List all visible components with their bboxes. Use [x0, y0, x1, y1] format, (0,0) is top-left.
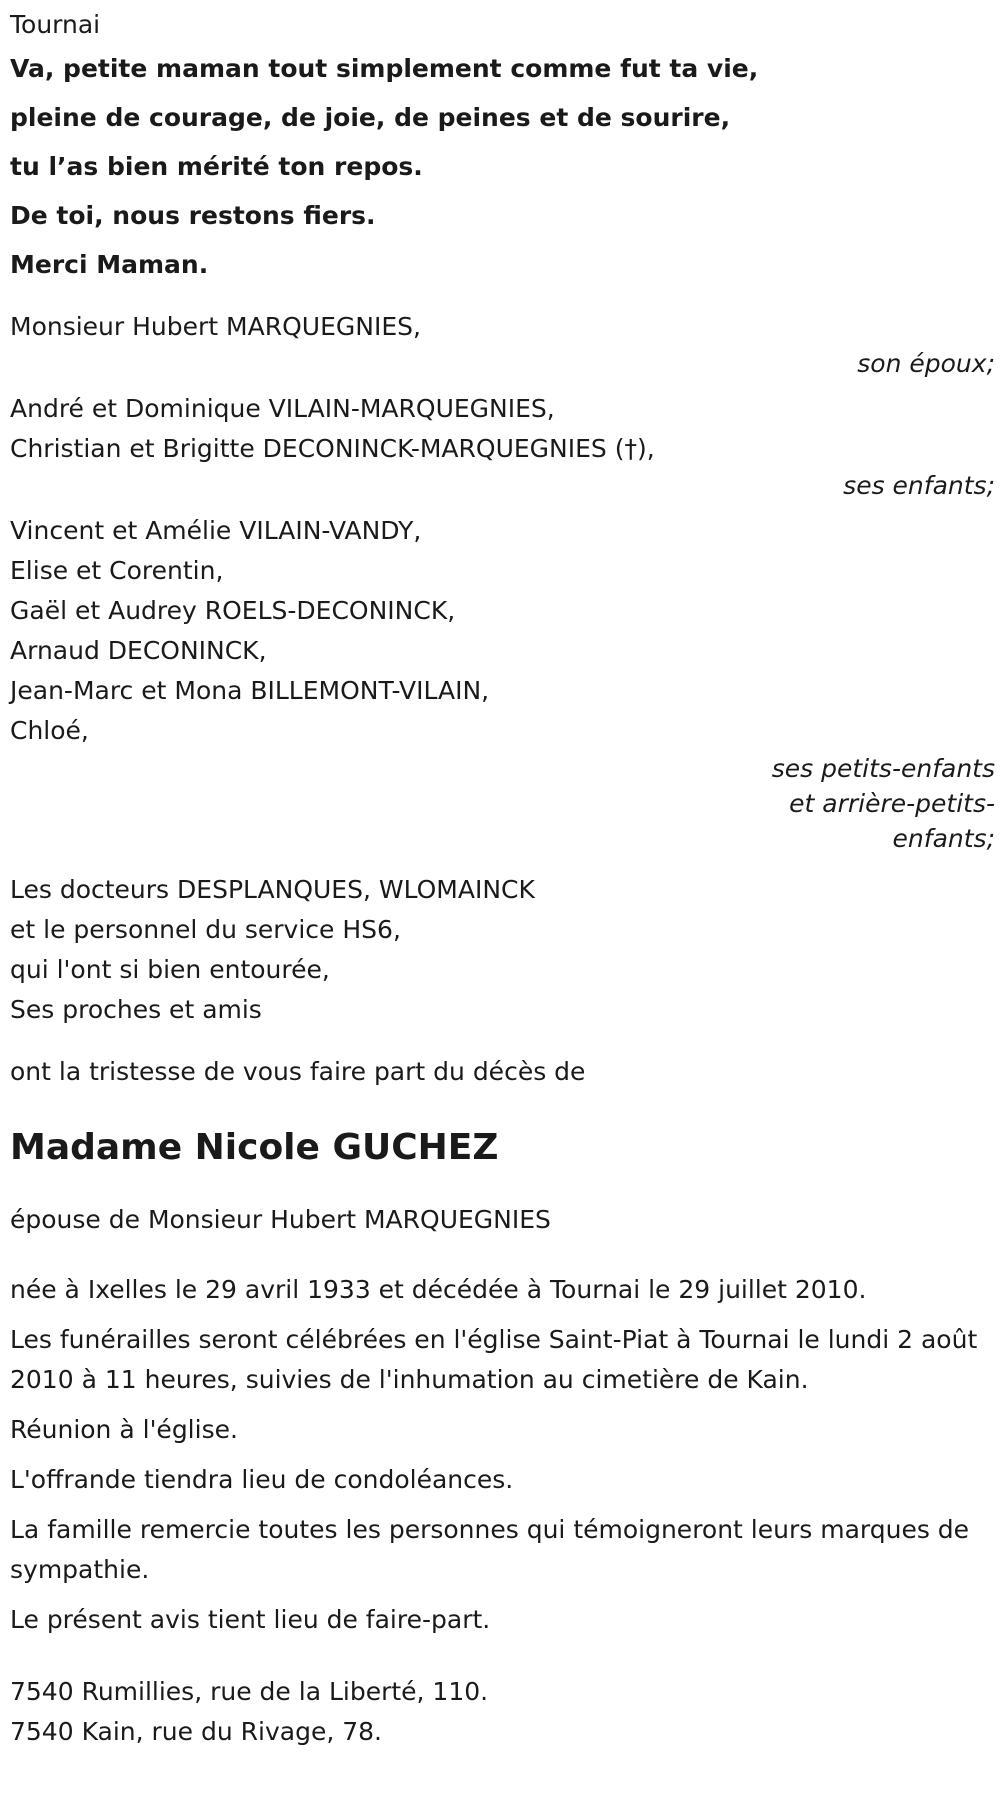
- poem-line: De toi, nous restons fiers.: [10, 201, 376, 230]
- detail-paragraph: Réunion à l'église.: [10, 1415, 238, 1444]
- detail-paragraph: L'offrande tiendra lieu de condoléances.: [10, 1465, 514, 1494]
- grandchild-line: Gaël et Audrey ROELS-DECONINCK,: [10, 596, 456, 625]
- grandchild-line: Vincent et Amélie VILAIN-VANDY,: [10, 516, 422, 545]
- others-line: qui l'ont si bien entourée,: [10, 955, 330, 984]
- details-block: [10, 1270, 995, 1640]
- detail-paragraph: La famille remercie toutes les personnes qui témoigneront leurs marques de sympathie.: [10, 1515, 970, 1584]
- addresses-block: [10, 1672, 995, 1752]
- grandchildren-role: [10, 751, 995, 856]
- poem-line: Merci Maman.: [10, 250, 209, 279]
- poem-line: Va, petite maman tout simplement comme fut ta vie,: [10, 54, 759, 83]
- children-role: ses enfants;: [843, 471, 995, 500]
- child-line: André et Dominique VILAIN-MARQUEGNIES,: [10, 394, 555, 423]
- city-heading: Tournai: [10, 10, 101, 39]
- detail-paragraph: Les funérailles seront célébrées en l'église Saint-Piat à Tournai le lundi 2 août 2010 à 11 heures, suivies de l'inhumation au cimetière de Kain.: [10, 1325, 978, 1394]
- grandchildren-role-line: ses petits-enfants: [771, 754, 995, 783]
- spouse-name: Monsieur Hubert MARQUEGNIES,: [10, 312, 421, 341]
- poem: [10, 54, 995, 280]
- grandchildren-block: [10, 511, 995, 856]
- spouse-block: [10, 307, 995, 381]
- others-line: Les docteurs DESPLANQUES, WLOMAINCK: [10, 875, 535, 904]
- grandchildren-role-line: et arrière-petits-: [789, 789, 995, 818]
- children-block: [10, 389, 995, 503]
- child-line: Christian et Brigitte DECONINCK-MARQUEGNIES (†),: [10, 434, 655, 463]
- others-block: [10, 870, 995, 1030]
- spouse-role: son époux;: [857, 349, 995, 378]
- detail-paragraph: Le présent avis tient lieu de faire-part.: [10, 1605, 491, 1634]
- grandchildren-role-line: enfants;: [892, 824, 995, 853]
- others-line: et le personnel du service HS6,: [10, 915, 401, 944]
- deceased-name: Madame Nicole GUCHEZ: [10, 1127, 499, 1168]
- grandchild-line: Arnaud DECONINCK,: [10, 636, 267, 665]
- obituary-content: [10, 10, 995, 1752]
- grandchild-line: Jean-Marc et Mona BILLEMONT-VILAIN,: [10, 676, 490, 705]
- others-line: Ses proches et amis: [10, 995, 262, 1024]
- address-line: 7540 Kain, rue du Rivage, 78.: [10, 1717, 382, 1746]
- spouse-of: épouse de Monsieur Hubert MARQUEGNIES: [10, 1205, 551, 1234]
- announcement: ont la tristesse de vous faire part du décès de: [10, 1057, 586, 1086]
- poem-line: pleine de courage, de joie, de peines et de sourire,: [10, 103, 731, 132]
- detail-paragraph: née à Ixelles le 29 avril 1933 et décédée à Tournai le 29 juillet 2010.: [10, 1275, 867, 1304]
- address-line: 7540 Rumillies, rue de la Liberté, 110.: [10, 1677, 489, 1706]
- grandchild-line: Chloé,: [10, 716, 89, 745]
- poem-line: tu l’as bien mérité ton repos.: [10, 152, 423, 181]
- grandchild-line: Elise et Corentin,: [10, 556, 224, 585]
